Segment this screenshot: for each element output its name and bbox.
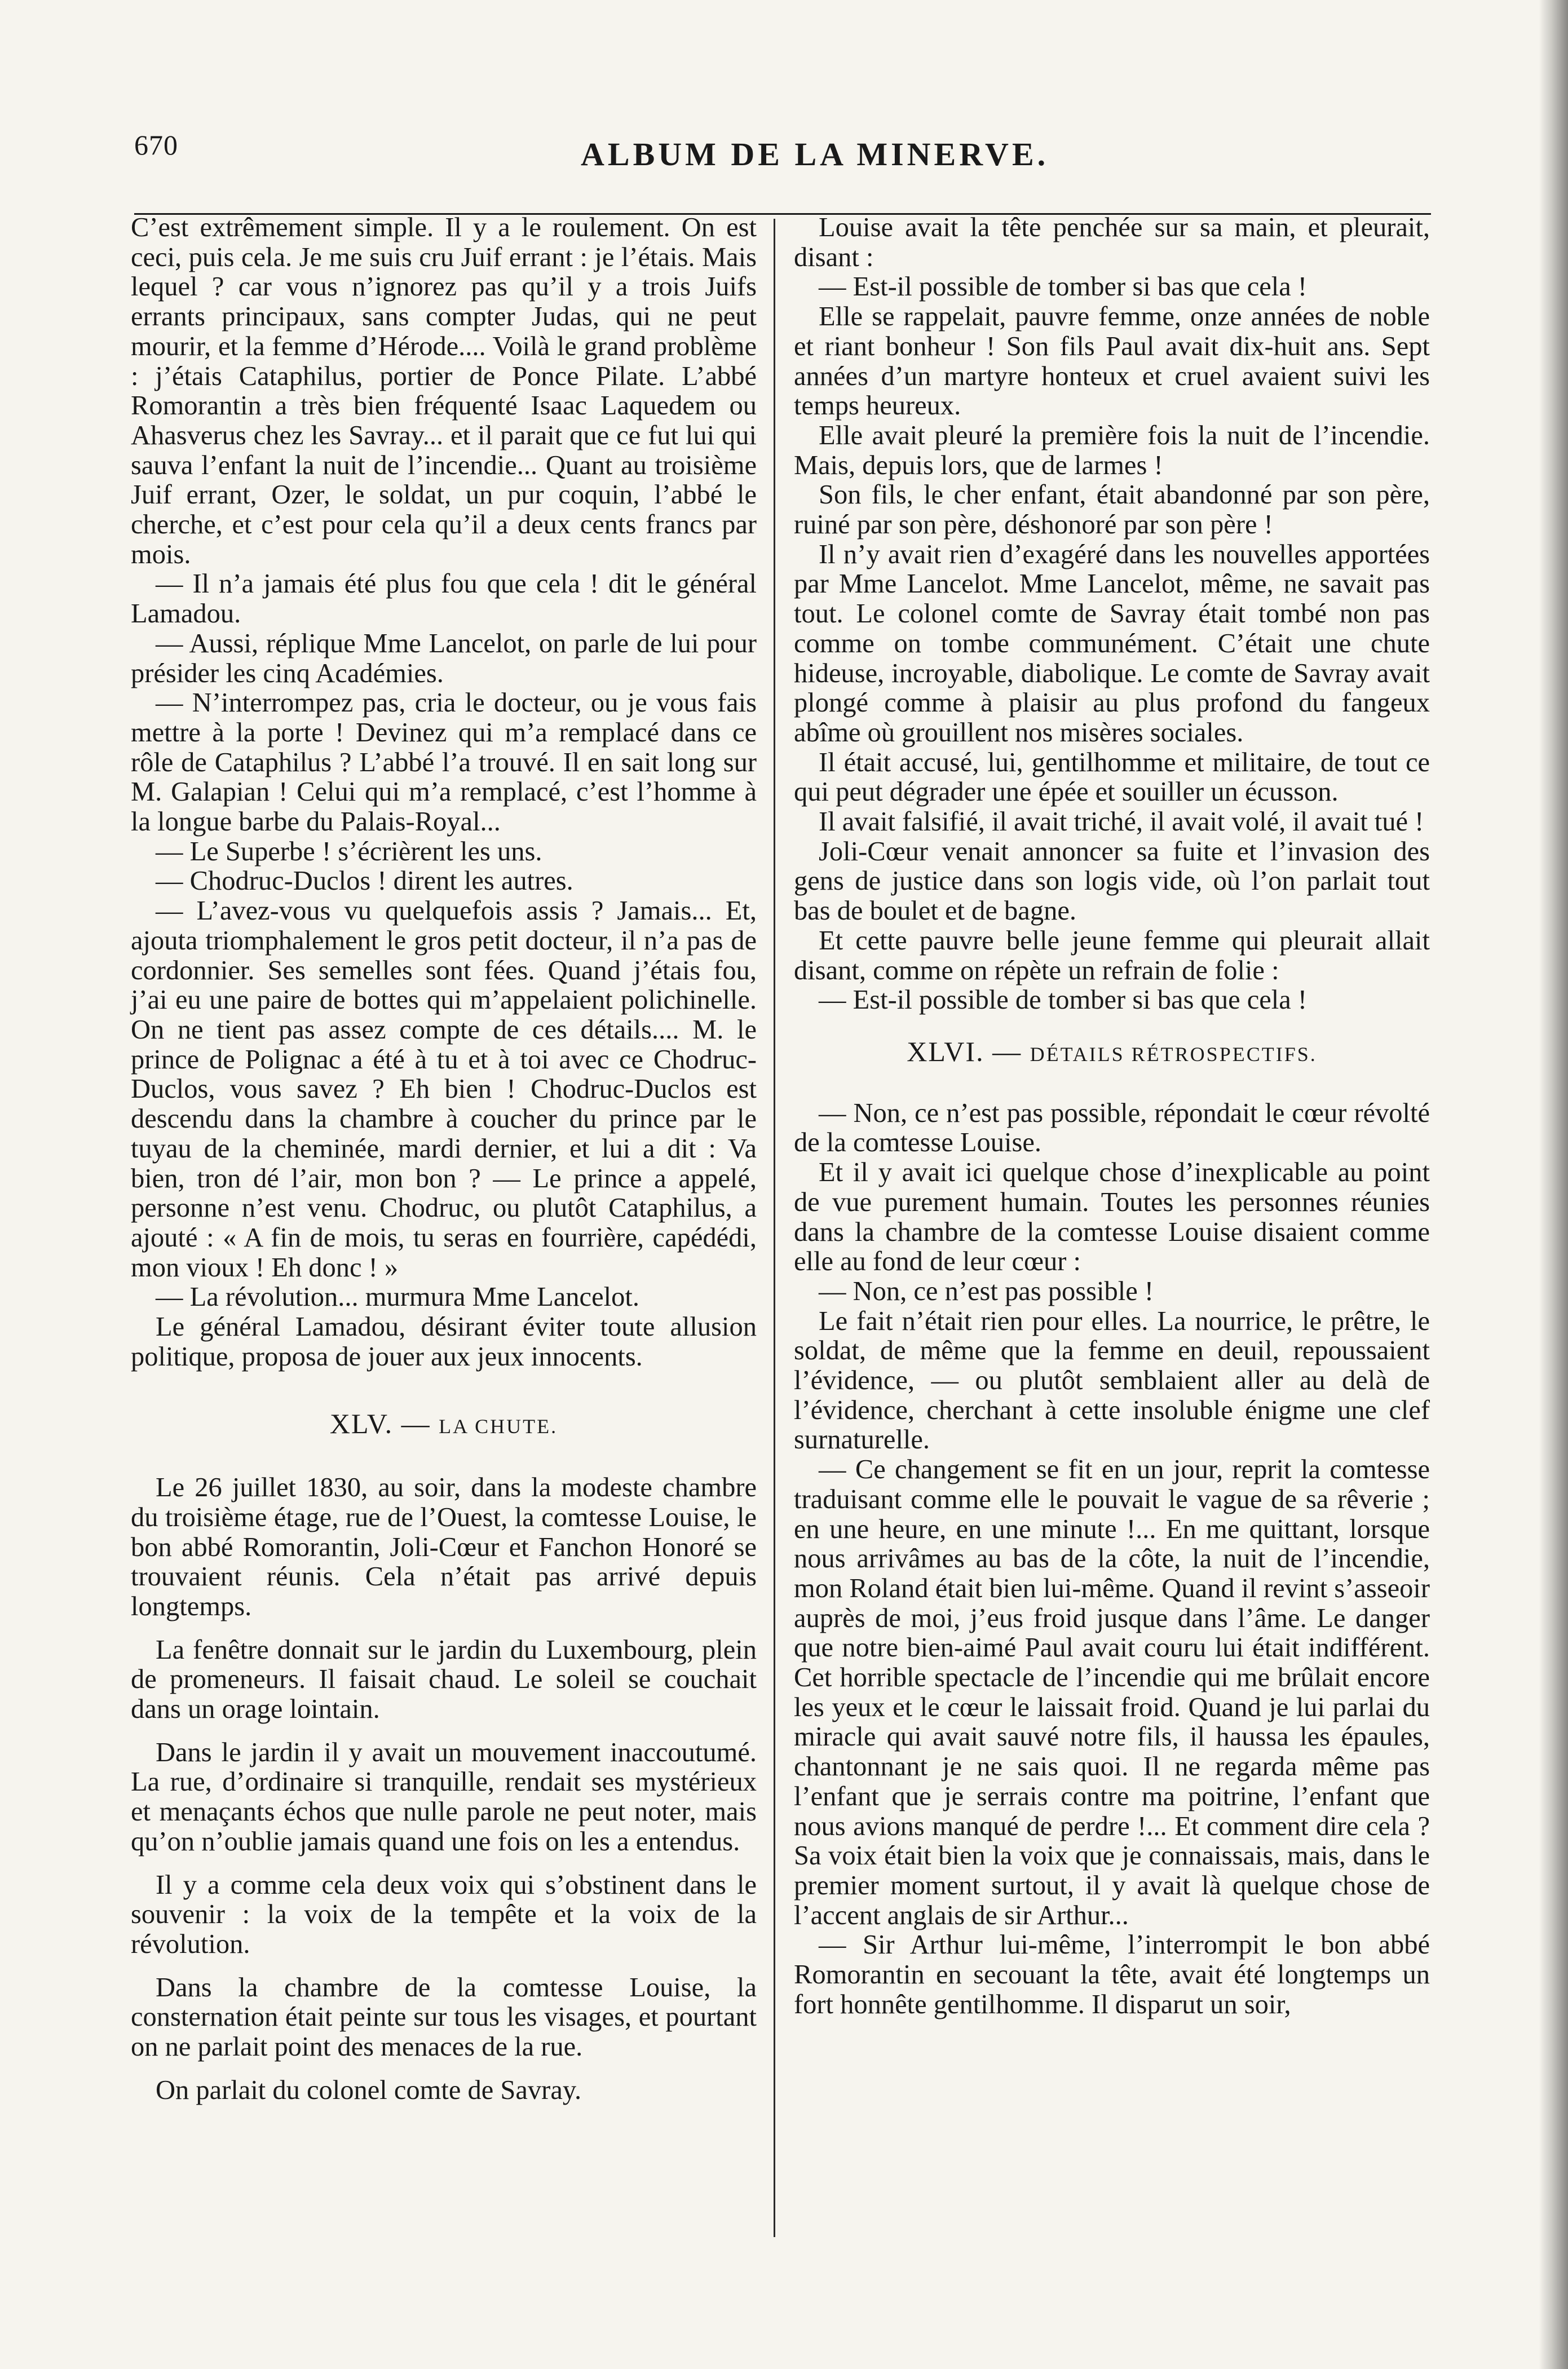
- paragraph: Le général Lamadou, désirant éviter toute allusion politique, proposa de jouer aux jeux innocents.: [131, 1312, 757, 1372]
- paragraph: Elle se rappelait, pauvre femme, onze années de noble et riant bonheur ! Son fils Paul avait dix-huit ans. Sept années d’un martyre honteux et cruel avaient suivi les temps heureux.: [794, 302, 1430, 421]
- paragraph: — Non, ce n’est pas possible !: [819, 1276, 1154, 1306]
- paragraph: Louise avait la tête penchée sur sa main, et pleurait, disant :: [794, 213, 1430, 272]
- running-title: ALBUM DE LA MINERVE.: [581, 136, 1049, 173]
- paragraph: Joli-Cœur venait annoncer sa fuite et l’invasion des gens de justice dans son logis vide, où l’on parlait tout bas de boulet et de bagne.: [794, 836, 1430, 926]
- paragraph: Il n’y avait rien d’exagéré dans les nouvelles apportées par Mme Lancelot. Mme Lancelot, même, ne savait pas tout. Le colonel comte de Savray était tombé non pas comme on tombe communément. C’était une chute hideuse, incroyable, diabolique. Le comte de Savray avait plongé comme à plaisir au plus profond du fangeux abîme où grouillent nos misères sociales.: [794, 539, 1430, 748]
- paragraph: Son fils, le cher enfant, était abandonné par son père, ruiné par son père, déshonoré par son père !: [794, 480, 1430, 540]
- paragraph: On parlait du colonel comte de Savray.: [156, 2075, 582, 2105]
- paragraph: — La révolution... murmura Mme Lancelot.: [156, 1282, 639, 1312]
- paragraph: — Chodruc-Duclos ! dirent les autres.: [156, 866, 573, 896]
- paragraph: — Sir Arthur lui-même, l’interrompit le bon abbé Romorantin en secouant la tête, avait été longtemps un fort honnête gentilhomme. Il disparut un soir,: [794, 1930, 1430, 2019]
- page-number: 670: [134, 129, 178, 161]
- paragraph: La fenêtre donnait sur le jardin du Luxembourg, plein de promeneurs. Il faisait chaud. Le soleil se couchait dans un orage lointain.: [131, 1634, 757, 1725]
- column-divider: [774, 219, 775, 2237]
- paragraph: Le 26 juillet 1830, au soir, dans la modeste chambre du troisième étage, rue de l’Ouest, la comtesse Louise, le bon abbé Romorantin, Joli-Cœur et Fanchon Honoré se trouvaient réunis. Cela n’était pas arrivé depuis longtemps.: [131, 1473, 757, 1621]
- paragraph: — Est-il possible de tomber si bas que cela !: [819, 985, 1308, 1015]
- section-title: LA CHUTE.: [439, 1415, 558, 1438]
- paragraph: Dans le jardin il y avait un mouvement inaccoutumé. La rue, d’ordinaire si tranquille, rendait ses mystérieux et menaçants échos que nulle parole ne peut noter, mais qu’on n’oublie jamais quand une fois on les a entendus.: [131, 1737, 757, 1857]
- page-edge-shadow: [1539, 0, 1568, 2369]
- paragraph: — Est-il possible de tomber si bas que cela !: [819, 272, 1308, 302]
- paragraph: Le fait n’était rien pour elles. La nourrice, le prêtre, le soldat, de même que la femme en deuil, repoussaient l’évidence, — ou plutôt semblaient aller au delà de l’évidence, cherchant à cette insoluble énigme une clef surnaturelle.: [794, 1306, 1430, 1455]
- paragraph: — Ce changement se fit en un jour, reprit la comtesse traduisant comme elle le pouvait le vague de sa rêverie ; en une heure, en une minute !... En me quittant, lorsque nous arrivâmes au bas de la côte, la nuit de l’incendie, mon Roland était bien lui-même. Quand il revint s’asseoir auprès de moi, j’eus froid jusque dans l’âme. Le danger que notre bien-aimé Paul avait couru lui était indifférent. Cet horrible spectacle de l’incendie qui me brûlait encore les yeux et le cœur le laissait froid. Quand je lui parlai du miracle qui avait sauvé notre fils, il haussa les épaules, chantonnant je ne sais quoi. Il ne regarda même pas l’enfant que je serrais contre ma poitrine, l’enfant que nous avions manqué de perdre !... Et comment dire cela ? Sa voix était bien la voix que je connaissais, mais, dans le premier moment surtout, il y avait là quelque chose de l’accent anglais de sir Arthur...: [794, 1455, 1430, 1930]
- section-heading-xlv: [131, 1409, 757, 1442]
- paragraph: Et il y avait ici quelque chose d’inexplicable au point de vue purement humain. Toutes les personnes réunies dans la chambre de la comtesse Louise disaient comme elle au fond de leur cœur :: [794, 1157, 1430, 1277]
- section-title: DÉTAILS RÉTROSPECTIFS.: [1030, 1042, 1317, 1066]
- right-column: [794, 213, 1430, 2019]
- paragraph: C’est extrêmement simple. Il y a le roulement. On est ceci, puis cela. Je me suis cru Juif errant : je l’étais. Mais lequel ? car vous n’ignorez pas qu’il y a trois Juifs errants principaux, sans compter Judas, qui ne peut mourir, et la femme d’Hérode.... Voilà le grand problème : j’étais Cataphilus, portier de Ponce Pilate. L’abbé Romorantin a très bien fréquenté Isaac Laquedem ou Ahasverus chez les Savray... et il parait que ce fut lui qui sauva l’enfant la nuit de l’incendie... Quant au troisième Juif errant, Ozer, le soldat, un pur coquin, l’abbé le cherche, et c’est pour cela qu’il a deux cents francs par mois.: [131, 213, 757, 569]
- paragraph: Il y a comme cela deux voix qui s’obstinent dans le souvenir : la voix de la tempête et la voix de la révolution.: [131, 1869, 757, 1959]
- section-number: XLV. —: [329, 1408, 431, 1440]
- paragraph: Elle avait pleuré la première fois la nuit de l’incendie. Mais, depuis lors, que de larmes !: [794, 420, 1430, 480]
- paragraph: — Le Superbe ! s’écrièrent les uns.: [156, 836, 542, 867]
- paragraph: Et cette pauvre belle jeune femme qui pleurait allait disant, comme on répète un refrain de folie :: [794, 925, 1430, 985]
- paragraph: — Aussi, réplique Mme Lancelot, on parle de lui pour présider les cinq Académies.: [131, 628, 757, 688]
- section-number: XLVI. —: [907, 1035, 1022, 1067]
- paragraph: — Il n’a jamais été plus fou que cela ! dit le général Lamadou.: [131, 569, 757, 629]
- section-heading-xlvi: [794, 1037, 1430, 1069]
- left-column: [131, 213, 757, 2105]
- paragraph: — Non, ce n’est pas possible, répondait le cœur révolté de la comtesse Louise.: [794, 1098, 1430, 1158]
- paragraph: — N’interrompez pas, cria le docteur, ou je vous fais mettre à la porte ! Devinez qui m’a remplacé dans ce rôle de Cataphilus ? L’abbé l’a trouvé. Il en sait long sur M. Galapian ! Celui qui m’a remplacé, c’est l’homme à la longue barbe du Palais-Royal...: [131, 688, 757, 837]
- paragraph: — L’avez-vous vu quelquefois assis ? Jamais... Et, ajouta triomphalement le gros petit docteur, il n’a pas de cordonnier. Ses semelles sont fées. Quand j’étais fou, j’ai eu une paire de bottes qui m’appelaient polichinelle. On ne tient pas assez compte de ces détails.... M. le prince de Polignac a été à tu et à toi avec ce Chodruc-Duclos, vous savez ? Eh bien ! Chodruc-Duclos est descendu dans la chambre à coucher du prince par le tuyau de la cheminée, mardi dernier, et lui a dit : Va bien, tron dé l’air, mon bon ? — Le prince a appelé, personne n’est venu. Chodruc, ou plutôt Cataphilus, a ajouté : « A fin de mois, tu seras en fourrière, capédédi, mon vioux ! Eh donc ! »: [131, 896, 757, 1283]
- paragraph: Il était accusé, lui, gentilhomme et militaire, de tout ce qui peut dégrader une épée et souiller un écusson.: [794, 747, 1430, 807]
- paragraph: Il avait falsifié, il avait triché, il avait volé, il avait tué !: [819, 807, 1424, 837]
- paragraph: Dans la chambre de la comtesse Louise, la consternation était peinte sur tous les visages, et pourtant on ne parlait point des menaces de la rue.: [131, 1972, 757, 2062]
